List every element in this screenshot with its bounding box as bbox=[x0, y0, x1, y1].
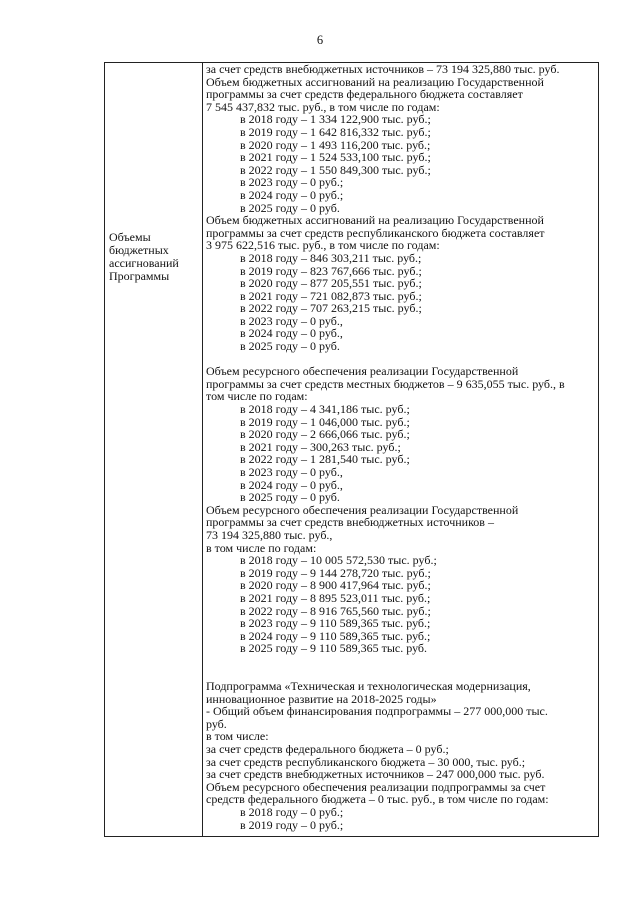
text-line: за счет средств республиканского бюджета – 30 000, тыс. руб.; bbox=[206, 754, 526, 769]
year-allocation-line: в 2023 году – 9 110 589,365 тыс. руб.; bbox=[240, 616, 431, 631]
text-line: программы за счет средств федерального бюджета составляет bbox=[206, 87, 523, 102]
year-allocation-line: в 2019 году – 0 руб.; bbox=[240, 817, 344, 832]
text-line: в том числе: bbox=[206, 729, 269, 744]
text-line: Объем ресурсного обеспечения реализации Государственной bbox=[206, 502, 519, 517]
year-allocation-line: в 2022 году – 1 550 849,300 тыс. руб.; bbox=[240, 162, 431, 177]
year-allocation-line: в 2023 году – 0 руб., bbox=[240, 465, 343, 479]
text-line: Объем ресурсного обеспечения реализации Государственной bbox=[206, 364, 519, 379]
row-label-line: ассигнований bbox=[109, 256, 179, 270]
year-allocation-line: в 2020 году – 2 666,066 тыс. руб.; bbox=[240, 427, 410, 442]
year-allocation-line: в 2022 году – 707 263,215 тыс. руб.; bbox=[240, 301, 422, 316]
text-line: инновационное развитие на 2018-2025 годы» bbox=[206, 691, 437, 706]
year-allocation-line: в 2018 году – 846 303,211 тыс. руб.; bbox=[240, 250, 422, 265]
year-allocation-line: в 2018 году – 0 руб.; bbox=[240, 805, 344, 820]
text-line: программы за счет средств местных бюджетов – 9 635,055 тыс. руб., в bbox=[206, 376, 565, 391]
text-line: 7 545 437,832 тыс. руб., в том числе по годам: bbox=[206, 99, 440, 114]
text-line: в том числе по годам: bbox=[206, 540, 317, 555]
text-line: программы за счет средств республиканского бюджета составляет bbox=[206, 225, 545, 240]
text-line: Объем бюджетных ассигнований на реализацию Государственной bbox=[206, 74, 544, 89]
year-allocation-line: в 2018 году – 1 334 122,900 тыс. руб.; bbox=[240, 112, 431, 127]
year-allocation-line: в 2021 году – 1 524 533,100 тыс. руб.; bbox=[240, 150, 431, 165]
blank-line bbox=[206, 655, 594, 668]
year-allocation-line: в 2018 году – 4 341,186 тыс. руб.; bbox=[240, 402, 410, 417]
text-line: программы за счет средств внебюджетных источников – bbox=[206, 515, 494, 530]
year-allocation-line: в 2020 году – 1 493 116,200 тыс. руб.; bbox=[240, 137, 431, 152]
text-line: 3 975 622,516 тыс. руб., в том числе по годам: bbox=[206, 238, 440, 253]
year-allocation-line: в 2022 году – 8 916 765,560 тыс. руб.; bbox=[240, 603, 431, 618]
table-content-cell bbox=[203, 63, 598, 836]
year-allocation-line: в 2021 году – 8 895 523,011 тыс. руб.; bbox=[240, 590, 431, 605]
text-line: том числе по годам: bbox=[206, 389, 308, 404]
year-allocation-line: в 2024 году – 9 110 589,365 тыс. руб.; bbox=[240, 628, 431, 643]
year-allocation-line: в 2025 году – 9 110 589,365 тыс. руб. bbox=[240, 641, 428, 656]
text-line: - Общий объем финансирования подпрограммы – 277 000,000 тыс. bbox=[206, 704, 548, 719]
text-line: руб. bbox=[206, 716, 227, 731]
year-allocation-line: в 2023 году – 0 руб.; bbox=[240, 175, 344, 190]
budget-table bbox=[104, 62, 599, 837]
text-line: за счет средств внебюджетных источников – 73 194 325,880 тыс. руб. bbox=[206, 62, 560, 76]
text-line: за счет средств федерального бюджета – 0 руб.; bbox=[206, 742, 449, 757]
year-allocation-line: в 2025 году – 0 руб. bbox=[240, 339, 340, 354]
text-line: за счет средств внебюджетных источников – 247 000,000 тыс. руб. bbox=[206, 767, 545, 782]
row-label-line: Программы bbox=[109, 269, 170, 283]
text-line: 73 194 325,880 тыс. руб., bbox=[206, 527, 333, 542]
text-line: Подпрограмма «Техническая и технологическая модернизация, bbox=[206, 679, 531, 694]
year-allocation-line: в 2019 году – 1 046,000 тыс. руб.; bbox=[240, 414, 410, 429]
year-allocation-line: в 2019 году – 823 767,666 тыс. руб.; bbox=[240, 263, 422, 278]
year-allocation-line: в 2019 году – 9 144 278,720 тыс. руб.; bbox=[240, 565, 431, 580]
year-allocation-line: в 2021 году – 300,263 тыс. руб.; bbox=[240, 439, 401, 454]
year-allocation-line: в 2023 году – 0 руб., bbox=[240, 313, 343, 328]
year-allocation-line: в 2024 году – 0 руб., bbox=[240, 326, 343, 341]
text-line: Объем ресурсного обеспечения реализации подпрограммы за счет bbox=[206, 779, 546, 794]
year-allocation-line: в 2018 году – 10 005 572,530 тыс. руб.; bbox=[240, 553, 437, 568]
table-label-cell bbox=[105, 63, 203, 836]
year-allocation-line: в 2020 году – 8 900 417,964 тыс. руб.; bbox=[240, 578, 431, 593]
row-label-line: Объемы bbox=[109, 230, 151, 244]
text-line: Объем бюджетных ассигнований на реализацию Государственной bbox=[206, 213, 544, 228]
row-label-line: бюджетных bbox=[109, 243, 169, 257]
year-allocation-line: в 2024 году – 0 руб.; bbox=[240, 187, 344, 202]
year-allocation-line: в 2020 году – 877 205,551 тыс. руб.; bbox=[240, 276, 422, 291]
year-allocation-line: в 2022 году – 1 281,540 тыс. руб.; bbox=[240, 452, 410, 467]
year-allocation-line: в 2025 году – 0 руб. bbox=[240, 490, 340, 505]
page-number: 6 bbox=[316, 33, 324, 47]
year-allocation-line: в 2024 году – 0 руб., bbox=[240, 477, 343, 492]
year-allocation-line: в 2019 году – 1 642 816,332 тыс. руб.; bbox=[240, 124, 431, 139]
year-allocation-line: в 2025 году – 0 руб. bbox=[240, 200, 340, 215]
row-label bbox=[109, 231, 179, 283]
text-line: средств федерального бюджета – 0 тыс. руб., в том числе по годам: bbox=[206, 792, 549, 807]
year-allocation-line: в 2021 году – 721 082,873 тыс. руб.; bbox=[240, 288, 422, 303]
